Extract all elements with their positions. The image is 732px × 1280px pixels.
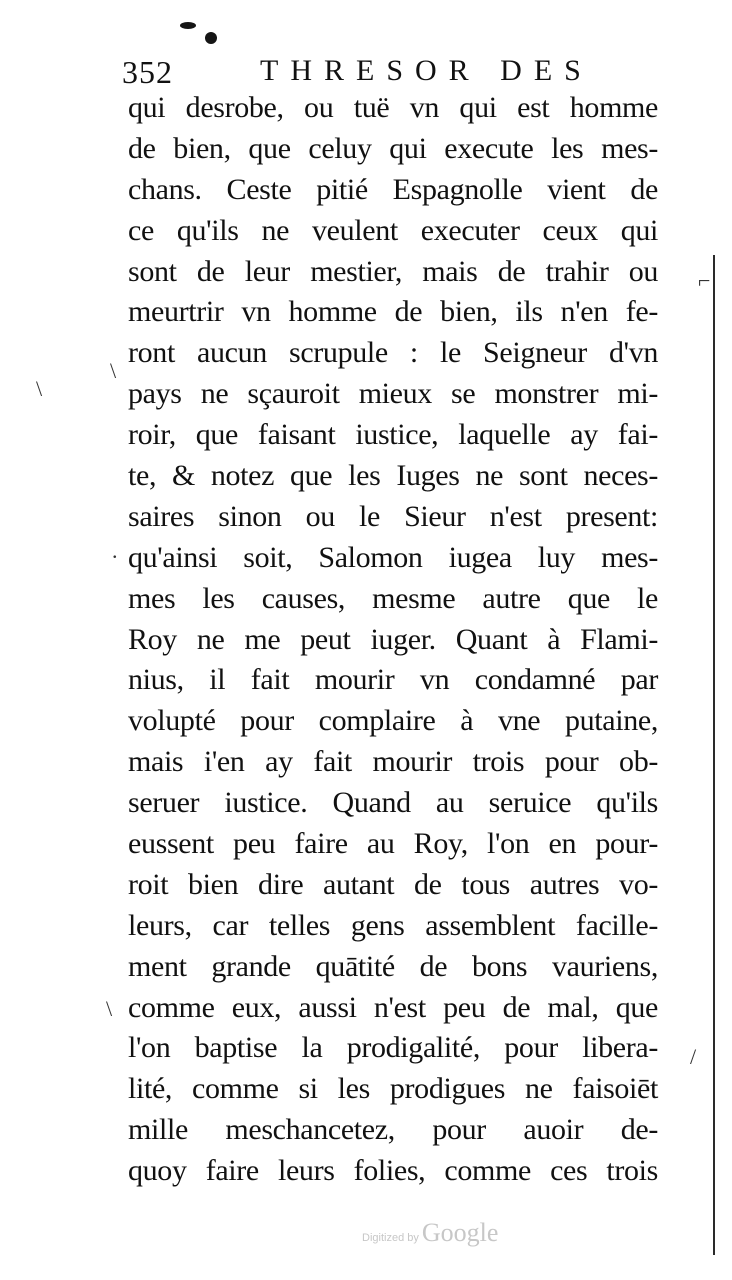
text-line: Roy ne me peut iuger. Quant à Flami-: [128, 622, 658, 656]
page-number: 352: [122, 54, 173, 90]
text-line: ce qu'ils ne veulent executer ceux qui: [128, 213, 658, 247]
text-line: l'on baptise la prodigalité, pour libera-: [128, 1031, 658, 1065]
text-line: qu'ainsi soit, Salomon iugea luy mes-: [128, 540, 658, 574]
watermark-prefix: Digitized by: [362, 1232, 419, 1244]
text-line: volupté pour complaire à vne putaine,: [128, 704, 658, 738]
margin-mark: \: [106, 996, 113, 1021]
margin-mark: \: [110, 358, 117, 383]
page-edge-shadow: [713, 255, 715, 1255]
digitization-watermark: [362, 1218, 498, 1248]
running-head: THRESOR DES: [260, 54, 593, 87]
page-header: [122, 50, 642, 90]
text-line: nius, il fait mourir vn condamné par: [128, 663, 658, 697]
text-line: seruer iustice. Quand au seruice qu'ils: [128, 786, 658, 820]
text-line: leurs, car telles gens assemblent facille-: [128, 908, 658, 942]
body-text: [128, 88, 658, 1192]
text-line: quoy faire leurs folies, comme ces trois: [128, 1154, 658, 1188]
text-line: chans. Ceste pitié Espagnolle vient de: [128, 172, 658, 206]
text-line: ment grande quātité de bons vauriens,: [128, 949, 658, 983]
text-line: pays ne sçauroit mieux se monstrer mi-: [128, 377, 658, 411]
text-line: qui desrobe, ou tuë vn qui est homme: [128, 91, 658, 124]
text-line: comme eux, aussi n'est peu de mal, que: [128, 990, 658, 1024]
watermark-brand: Google: [421, 1218, 499, 1247]
margin-mark: .: [112, 538, 118, 563]
text-line: mais i'en ay fait mourir trois pour ob-: [128, 745, 658, 779]
ink-blot-top: [205, 32, 217, 44]
text-line: sont de leur mestier, mais de trahir ou: [128, 254, 658, 288]
text-line: roir, que faisant iustice, laquelle ay fai-: [128, 418, 658, 452]
margin-mark: \: [36, 376, 43, 401]
text-line: te, & notez que les Iuges ne sont neces-: [128, 459, 658, 493]
text-line: saires sinon ou le Sieur n'est present:: [128, 499, 658, 533]
text-line: lité, comme si les prodigues ne faisoiēt: [128, 1072, 658, 1106]
text-line: mille meschancetez, pour auoir de-: [128, 1113, 658, 1147]
text-line: de bien, que celuy qui execute les mes-: [128, 131, 658, 165]
text-line: ront aucun scrupule : le Seigneur d'vn: [128, 336, 658, 370]
text-line: meurtrir vn homme de bien, ils n'en fe-: [128, 295, 658, 329]
margin-mark: ⌐: [698, 268, 711, 293]
ink-blot-top-left: [180, 22, 196, 29]
text-line: eussent peu faire au Roy, l'on en pour-: [128, 827, 658, 861]
text-line: roit bien dire autant de tous autres vo-: [128, 867, 658, 901]
margin-mark: /: [690, 1044, 697, 1069]
text-line: mes les causes, mesme autre que le: [128, 581, 658, 615]
